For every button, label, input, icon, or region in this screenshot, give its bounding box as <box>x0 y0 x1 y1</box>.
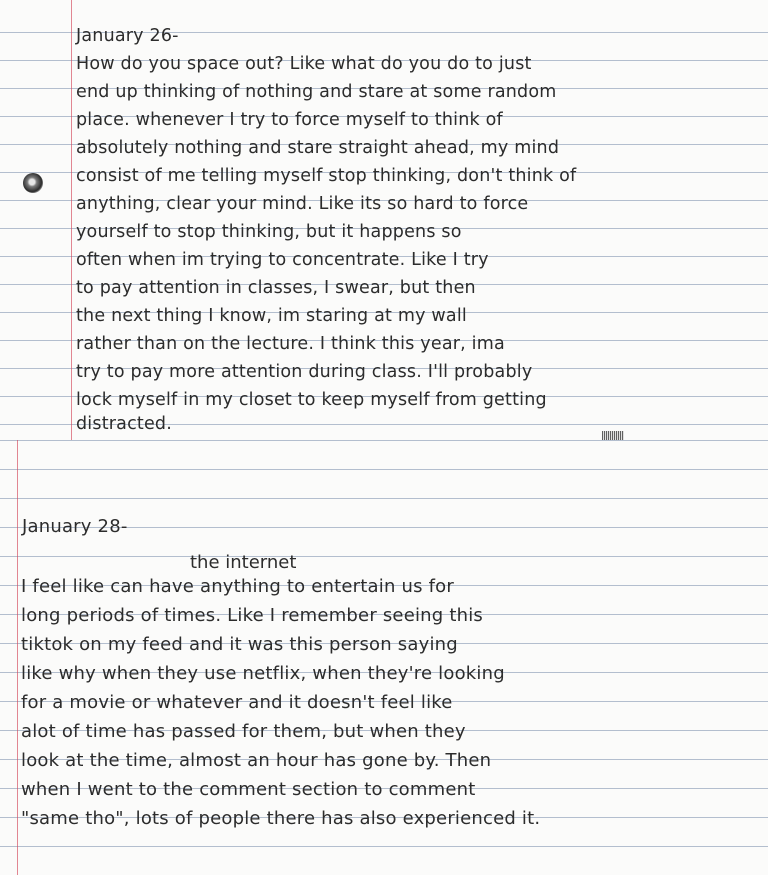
entry-line: yourself to stop thinking, but it happens so <box>76 222 462 242</box>
entry-line: often when im trying to concentrate. Like I try <box>76 250 489 270</box>
entry-line: lock myself in my closet to keep myself from getting <box>76 390 547 410</box>
entry-line: end up thinking of nothing and stare at some random <box>76 82 557 102</box>
entry-line: alot of time has passed for them, but when they <box>21 721 466 742</box>
entry-line: like why when they use netflix, when they're looking <box>21 663 505 684</box>
entry-line: I feel like can have anything to entertain us for <box>21 576 454 597</box>
entry-line: anything, clear your mind. Like its so hard to force <box>76 194 529 214</box>
entry-date: January 28- <box>22 516 128 537</box>
margin-line <box>71 0 72 440</box>
entry-line: place. whenever I try to force myself to think of <box>76 110 503 130</box>
binder-hole <box>23 173 43 193</box>
entry-date: January 26- <box>76 26 179 46</box>
entry-line: the next thing I know, im staring at my wall <box>76 306 467 326</box>
entry-line: look at the time, almost an hour has gone by. Then <box>21 750 492 771</box>
entry-line: for a movie or whatever and it doesn't feel like <box>21 692 453 713</box>
scan-artifact <box>602 431 624 440</box>
entry-line: try to pay more attention during class. I'll probably <box>76 362 533 382</box>
entry-line: consist of me telling myself stop thinking, don't think of <box>76 166 577 186</box>
entry-line: rather than on the lecture. I think this year, ima <box>76 334 505 354</box>
entry-line: long periods of times. Like I remember seeing this <box>21 605 483 626</box>
entry-line: How do you space out? Like what do you do to just <box>76 54 532 74</box>
entry-line: "same tho", lots of people there has also experienced it. <box>21 808 541 829</box>
entry-line: tiktok on my feed and it was this person saying <box>21 634 458 655</box>
notebook-page-bottom <box>0 440 768 875</box>
inserted-text: the internet <box>190 552 297 573</box>
entry-line: distracted. <box>76 414 172 434</box>
entry-line: absolutely nothing and stare straight ahead, my mind <box>76 138 560 158</box>
entry-line: to pay attention in classes, I swear, but then <box>76 278 476 298</box>
margin-line <box>17 440 18 875</box>
entry-line: when I went to the comment section to comment <box>21 779 476 800</box>
